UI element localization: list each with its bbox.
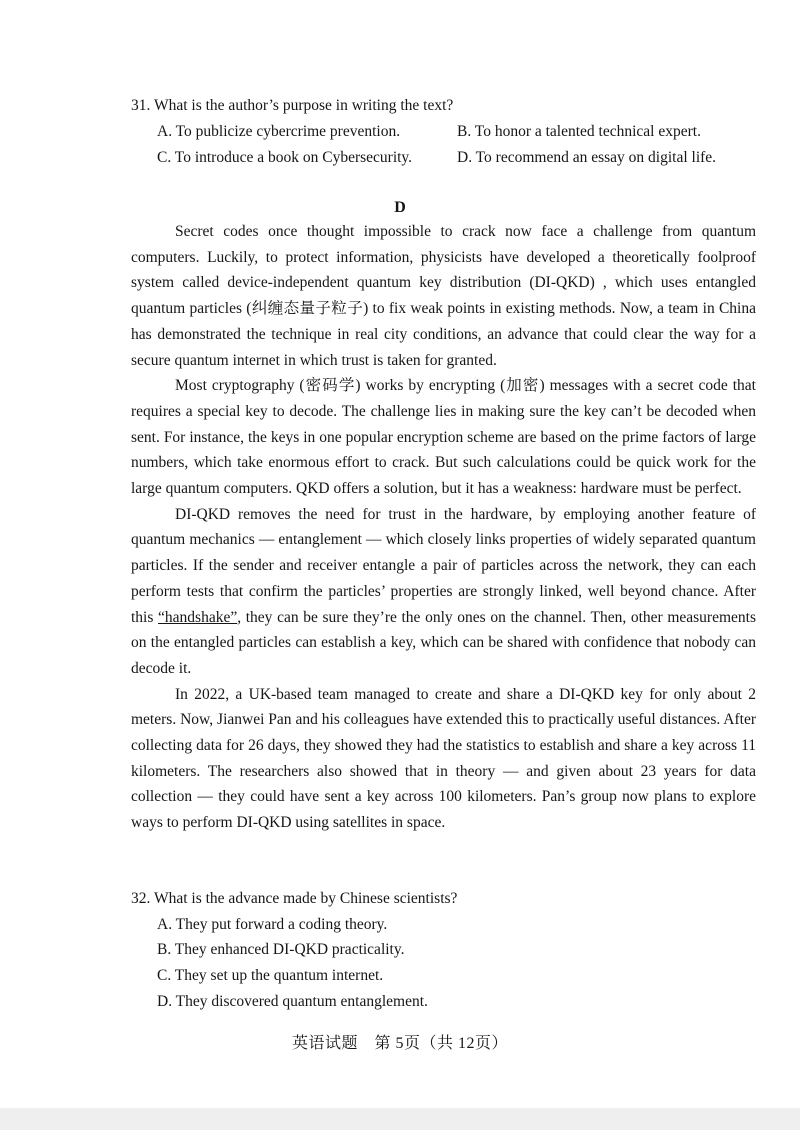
question-31-option-a: A. To publicize cybercrime prevention. xyxy=(157,123,401,140)
question-31-options xyxy=(157,119,771,171)
question-31-option-c: C. To introduce a book on Cybersecurity. xyxy=(157,149,413,166)
question-32-option-a: A. They put forward a coding theory. xyxy=(157,915,388,933)
question-32-option-c: C. They set up the quantum internet. xyxy=(157,967,384,985)
question-32-option-d: D. They discovered quantum entanglement. xyxy=(157,992,428,1010)
scan-edge-shade xyxy=(0,1108,800,1130)
passage-paragraph-1: Secret codes once thought impossible to crack now face a challenge from quantum computers. Luckily, to protect information, physicists have developed a theoretically foolproof system called device-independent quantum key distribution (DI-QKD) , which uses entangled quantum particles (纠缠态量子粒子) to fix weak points in existing methods. Now, a team in China has demonstrated the technique in real city conditions, an advance that could clear the way for a secure quantum internet in which trust is taken for granted. xyxy=(131,223,756,369)
question-32-options xyxy=(157,912,771,1015)
passage-paragraph-3-text: DI-QKD removes the need for trust in the hardware, by employing another feature of quantum mechanics — entanglement — which closely links properties of widely separated quantum particles. If the sender and receiver entangle a pair of particles across the network, they can each perform tests that confirm the particles’ properties are strongly linked, well beyond chance. After this xyxy=(131,505,756,626)
question-31-option-d: D. To recommend an essay on digital life. xyxy=(457,149,717,166)
passage-paragraph-4: In 2022, a UK-based team managed to create and share a DI-QKD key for only about 2 meters. Now, Jianwei Pan and his colleagues have extended this to practically useful distances. After collecting data for 26 days, they showed they had the statistics to establish and share a key across 11 kilometers. The researchers also showed that in theory — and given about 23 years for data collection — they could have sent a key across 100 kilometers. Pan’s group now plans to explore ways to perform DI-QKD using satellites in space. xyxy=(131,685,756,832)
question-32-stem: 32. What is the advance made by Chinese scientists? xyxy=(131,890,458,907)
question-32 xyxy=(131,886,771,1015)
question-31-stem: 31. What is the author’s purpose in writing the text? xyxy=(131,97,454,114)
section-heading: D xyxy=(394,199,406,216)
passage-paragraph-3 xyxy=(131,502,756,682)
underlined-term-handshake: “handshake” xyxy=(158,608,238,626)
question-32-option-b: B. They enhanced DI-QKD practicality. xyxy=(157,941,405,959)
passage-paragraph-3-text-end: , they can be sure they’re the only ones on the channel. Then, other measurements on the entangled particles can establish a key, which can be shared with confidence that nobody can decode it. xyxy=(131,608,756,677)
question-31 xyxy=(131,93,771,171)
passage-paragraph-2: Most cryptography (密码学) works by encrypting (加密) messages with a secret code that requires a special key to decode. The challenge lies in making sure the key can’t be decoded when sent. For instance, the keys in one popular encryption scheme are based on the prime factors of large numbers, which take enormous effort to crack. But such calculations could be quick work for the large quantum computers. QKD offers a solution, but it has a weakness: hardware must be perfect. xyxy=(131,377,756,498)
question-31-option-b: B. To honor a talented technical expert. xyxy=(457,123,701,140)
page-footer: 英语试题 第 5页（共 12页） xyxy=(291,1035,508,1052)
reading-passage xyxy=(131,219,756,836)
